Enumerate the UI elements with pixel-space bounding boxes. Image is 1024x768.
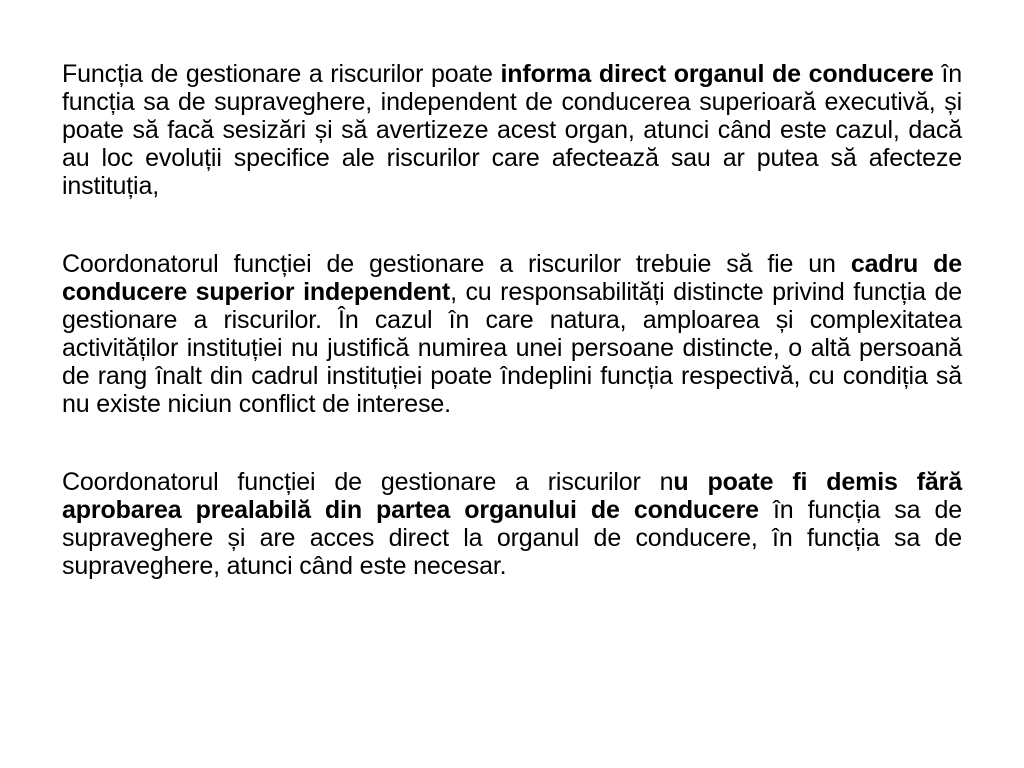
text-segment: Coordonatorul funcției de gestionare a riscurilor n: [62, 468, 674, 496]
paragraph-risk-coordinator-role: [62, 250, 962, 418]
text-segment: în funcția sa de supraveghere și are acces direct la organul de conducere, în funcția sa de supraveghere, atunci când este necesar.: [62, 496, 962, 580]
bold-text-segment: cadru de conducere superior independent: [62, 250, 963, 306]
text-segment: , cu responsabilități distincte privind funcția de gestionare a riscurilor. În cazul în care natura, amploarea și complexitatea activităților instituției nu justifică numirea unei persoane distincte, o altă persoană de rang înalt din cadrul instituției poate îndeplini funcția respectivă, cu condiția să nu existe niciun conflict de interese.: [62, 278, 962, 418]
paragraph-risk-coordinator-dismissal: [62, 468, 962, 580]
paragraph-risk-function-reporting: [62, 60, 962, 200]
text-segment: în funcția sa de supraveghere, independent de conducerea superioară executivă, și poate să facă sesizări și să avertizeze acest organ, atunci când este cazul, dacă au loc evoluții specifice ale riscurilor care afectează sau ar putea să afecteze instituția,: [62, 60, 962, 200]
slide-content: [62, 60, 962, 580]
bold-text-segment: u poate fi demis fără aprobarea prealabilă din partea organului de conducere: [62, 468, 963, 524]
text-segment: Funcția de gestionare a riscurilor poate: [62, 60, 501, 88]
bold-text-segment: informa direct organul de conducere: [500, 60, 934, 88]
text-segment: Coordonatorul funcției de gestionare a riscurilor trebuie să fie un: [62, 250, 851, 278]
